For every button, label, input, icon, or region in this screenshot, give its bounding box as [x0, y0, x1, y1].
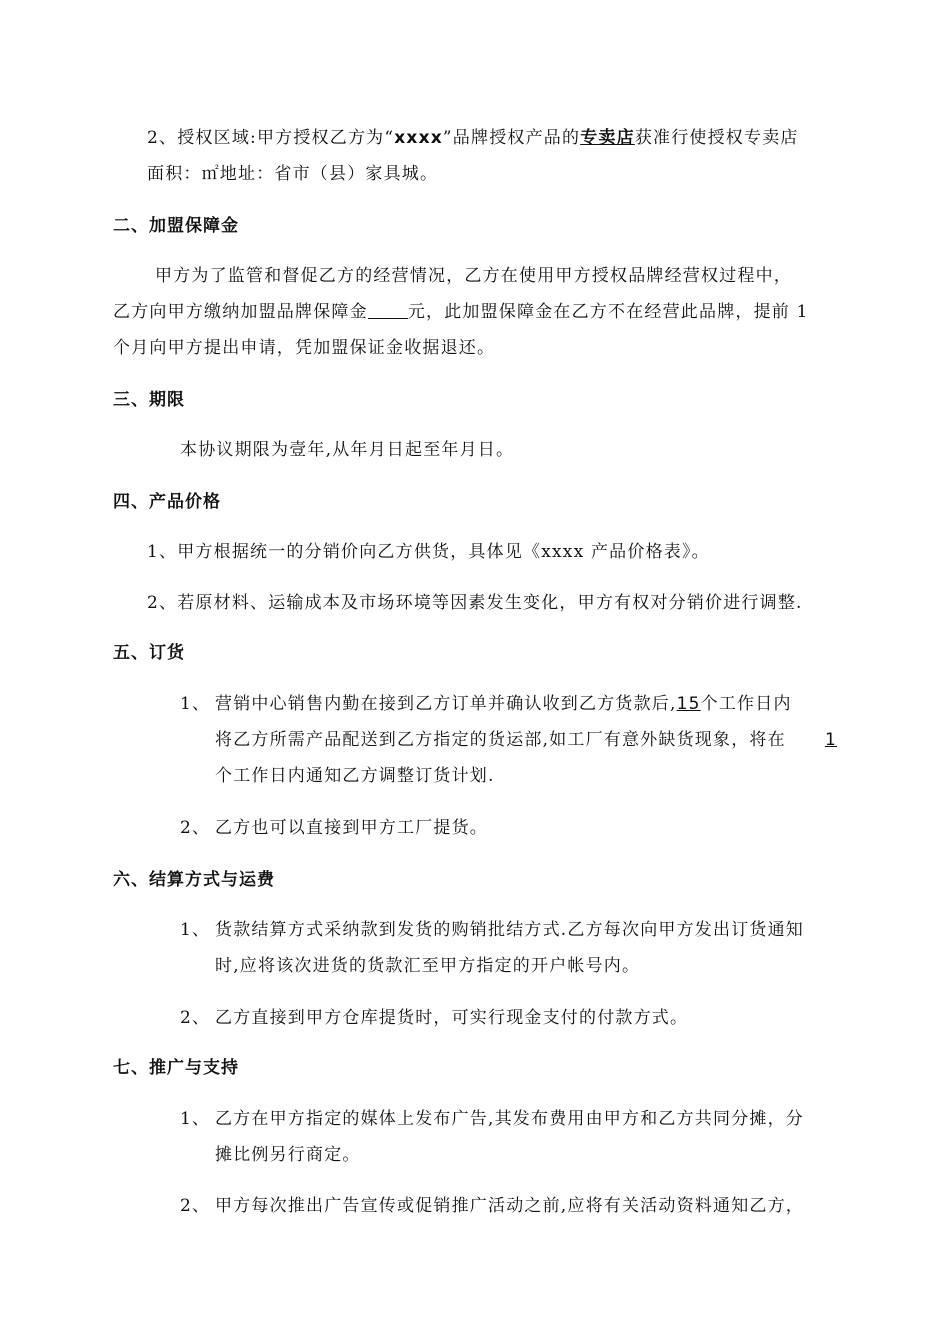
notice-days: 1	[824, 730, 837, 750]
ordering-item-1-line-2	[215, 730, 837, 750]
section-heading-settlement: 六、结算方式与运费	[113, 870, 275, 890]
ordering-line-1-suffix: 个工作日内	[700, 694, 792, 714]
section-heading-promotion: 七、推广与支持	[113, 1058, 239, 1078]
settlement-item-1-line-1: 货款结算方式采纳款到发货的购销批结方式.乙方每次向甲方发出订货通知	[215, 920, 805, 940]
section-heading-term: 三、期限	[113, 390, 185, 410]
ordering-line-1-prefix: 营销中心销售内勤在接到乙方订单并确认收到乙方货款后,	[215, 694, 677, 714]
settlement-item-1-line-2: 时,应将该次进货的货款汇至甲方指定的开户帐号内。	[215, 956, 641, 976]
authorization-area-line-2	[147, 164, 438, 184]
authorization-area-middle: ”品牌授权产品的	[442, 128, 581, 148]
section-heading-pricing: 四、产品价格	[113, 492, 221, 512]
ordering-item-2: 乙方也可以直接到甲方工厂提货。	[215, 818, 488, 838]
settlement-item-1-number: 1、	[180, 920, 211, 940]
store-area-address: 面积：㎡地址：省市（县）家具城。	[147, 164, 439, 184]
deposit-paragraph-line-1: 甲方为了监管和督促乙方的经营情况，乙方在使用甲方授权品牌经营权过程中，	[155, 266, 792, 286]
deposit-paragraph-line-3: 个月向甲方提出申请，凭加盟保证金收据退还。	[113, 338, 496, 358]
settlement-item-2-number: 2、	[180, 1008, 211, 1028]
authorization-area-suffix: 获准行使授权专卖店	[634, 128, 799, 148]
term-paragraph: 本协议期限为壹年,从年月日起至年月日。	[180, 440, 515, 460]
deposit-paragraph-line-2	[113, 302, 838, 322]
brand-placeholder: xxxx	[394, 128, 443, 148]
ordering-line-2-text: 将乙方所需产品配送到乙方指定的货运部,如工厂有意外缺货现象，将在	[215, 730, 786, 750]
store-type: 专卖店	[580, 128, 635, 148]
promotion-item-2-line-1: 甲方每次推出广告宣传或促销推广活动之前,应将有关活动资料通知乙方，	[215, 1196, 805, 1216]
deposit-amount-prefix: 乙方向甲方缴纳加盟品牌保障金	[113, 302, 368, 322]
authorization-area-prefix: 2、授权区域:甲方授权乙方为“	[147, 128, 395, 148]
promotion-item-1-number: 1、	[180, 1109, 211, 1129]
pricing-item-1: 1、甲方根据统一的分销价向乙方供货，具体见《xxxx 产品价格表》。	[147, 542, 710, 562]
promotion-item-1-line-2: 摊比例另行商定。	[215, 1145, 361, 1165]
deposit-amount-blank	[368, 302, 408, 319]
authorization-area-line-1	[147, 128, 837, 148]
delivery-days: 15	[676, 694, 701, 714]
pricing-item-2: 2、若原材料、运输成本及市场环境等因素发生变化，甲方有权对分销价进行调整.	[147, 593, 803, 613]
settlement-item-2: 乙方直接到甲方仓库提货时，可实行现金支付的付款方式。	[215, 1008, 689, 1028]
promotion-item-2-number: 2、	[180, 1196, 211, 1216]
promotion-item-1-line-1: 乙方在甲方指定的媒体上发布广告,其发布费用由甲方和乙方共同分摊，分	[215, 1109, 805, 1129]
ordering-item-2-number: 2、	[180, 818, 211, 838]
ordering-item-1-line-3: 个工作日内通知乙方调整订货计划.	[215, 766, 495, 786]
section-heading-ordering: 五、订货	[113, 643, 185, 663]
ordering-item-1-number: 1、	[180, 694, 211, 714]
deposit-amount-suffix: 元，此加盟保障金在乙方不在经营此品牌，提前 1	[407, 302, 809, 322]
section-heading-deposit: 二、加盟保障金	[113, 216, 239, 236]
ordering-item-1-line-1	[215, 694, 837, 714]
